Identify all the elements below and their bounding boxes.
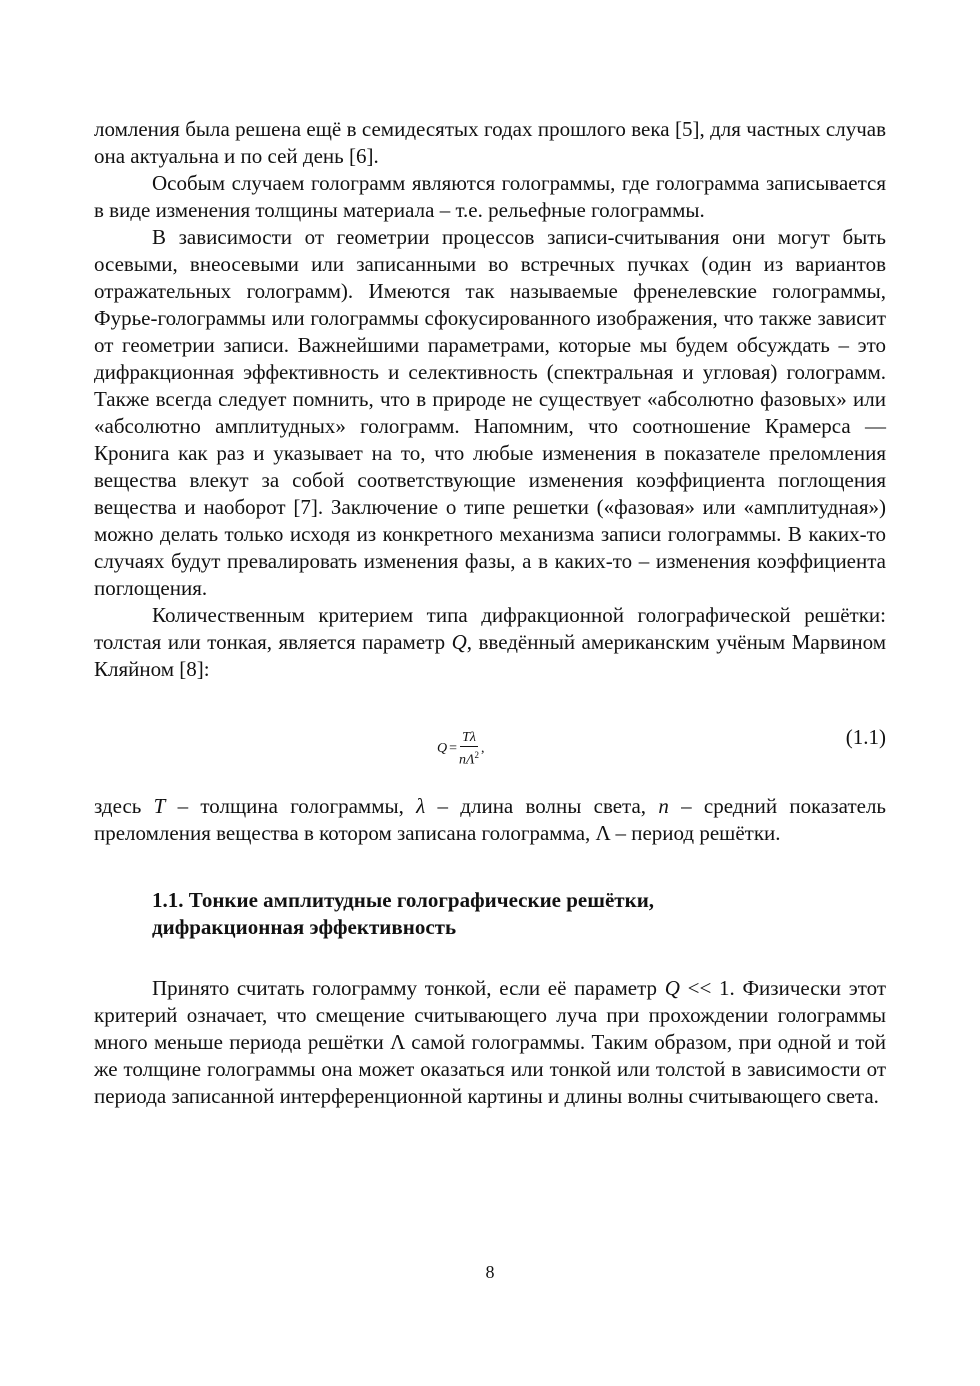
section-heading-line-2: дифракционная эффективность (152, 915, 457, 939)
equation-row (94, 697, 886, 793)
page-content (94, 116, 886, 1110)
lambda-variable: λ (416, 794, 426, 818)
explanation-text-2: – толщина голограммы, (165, 794, 417, 818)
q-variable: Q (451, 630, 467, 654)
q-variable-final: Q (664, 976, 680, 1000)
final-text-2: << 1. Физически этот критерий означает, что смещение считывающего луча при прохождении голограммы много меньше периода решётки Λ самой голограммы. Таким образом, при одной и той же толщине голограммы она может оказаться или тонкой или толстой в зависимости от периода записанной интерференционной картины и длины волны считывающего света. (94, 976, 887, 1108)
section-heading (152, 887, 886, 941)
equation-q (437, 731, 485, 768)
equation-fraction (459, 731, 479, 768)
page-number: 8 (485, 1262, 495, 1282)
t-variable: T (153, 794, 166, 818)
q-criterion-text-1: Количественным критерием типа дифракционной голографической решётки: толстая или тонкая, является параметр (94, 603, 886, 654)
equation-number: (1.1) (845, 725, 886, 749)
final-text-1: Принято считать голограмму тонкой, если её параметр (152, 976, 665, 1000)
explanation-text-3: – длина волны света, (425, 794, 659, 818)
equation-denominator-wrap (459, 747, 479, 768)
section-heading-line-1: 1.1. Тонкие амплитудные голографические решётки, (152, 888, 655, 912)
equation-denominator: nΛ (459, 752, 475, 768)
paragraph-geometry: В зависимости от геометрии процессов записи-считывания они могут быть осевыми, внеосевыми или записанными во встречных пучках (один из вариантов отражательных голограмм). Имеются так называемые френелевские голограммы, Фурье-голограммы или голограммы сфокусированного изображения, что также зависит от геометрии записи. Важнейшими параметрами, которые мы будем обсуждать – это дифракционная эффективность и селективность (спектральная и угловая) голограмм. Также всегда следует помнить, что в природе не существует «абсолютно фазовых» или «абсолютно амплитудных» голограмм. Напомним, что соотношение Крамерса — Кронига как раз и указывает на то, что любые изменения в показателе преломления вещества влекут за собой соответствующие изменения коэффициента поглощения вещества и наоборот [7]. Заключение о типе решетки («фазовая» или «амплитудная») можно делать только исходя из конкретного механизма записи голограммы. В каких-то случаях будут превалировать изменения фазы, а в каких-то – изменения коэффициента поглощения. (94, 225, 886, 600)
paragraph-explanation (94, 793, 886, 847)
equation-numerator: Tλ (462, 730, 476, 745)
paragraph-thin-hologram (94, 975, 886, 1110)
equation-comma: , (481, 741, 485, 757)
q-criterion-text-2: , введённый американским учёным Марвином Кляйном [8]: (94, 630, 886, 681)
n-variable: n (658, 794, 669, 818)
explanation-text-4: – средний показатель преломления вещества в котором записана голограмма, Λ – период решётки. (94, 794, 886, 845)
equation-equals: = (449, 741, 458, 757)
equation-lhs: Q (437, 741, 448, 757)
paragraph-q-criterion (94, 602, 886, 683)
explanation-text-1: здесь (94, 794, 154, 818)
equation-exponent: 2 (474, 750, 479, 760)
paragraph-relief-holograms: Особым случаем голограмм являются голограммы, где голограмма записывается в виде изменения толщины материала – т.е. рельефные голограммы. (94, 171, 886, 222)
paragraph-continuation: ломления была решена ещё в семидесятых годах прошлого века [5], для частных случав она актуальна и по сей день [6]. (94, 117, 886, 168)
